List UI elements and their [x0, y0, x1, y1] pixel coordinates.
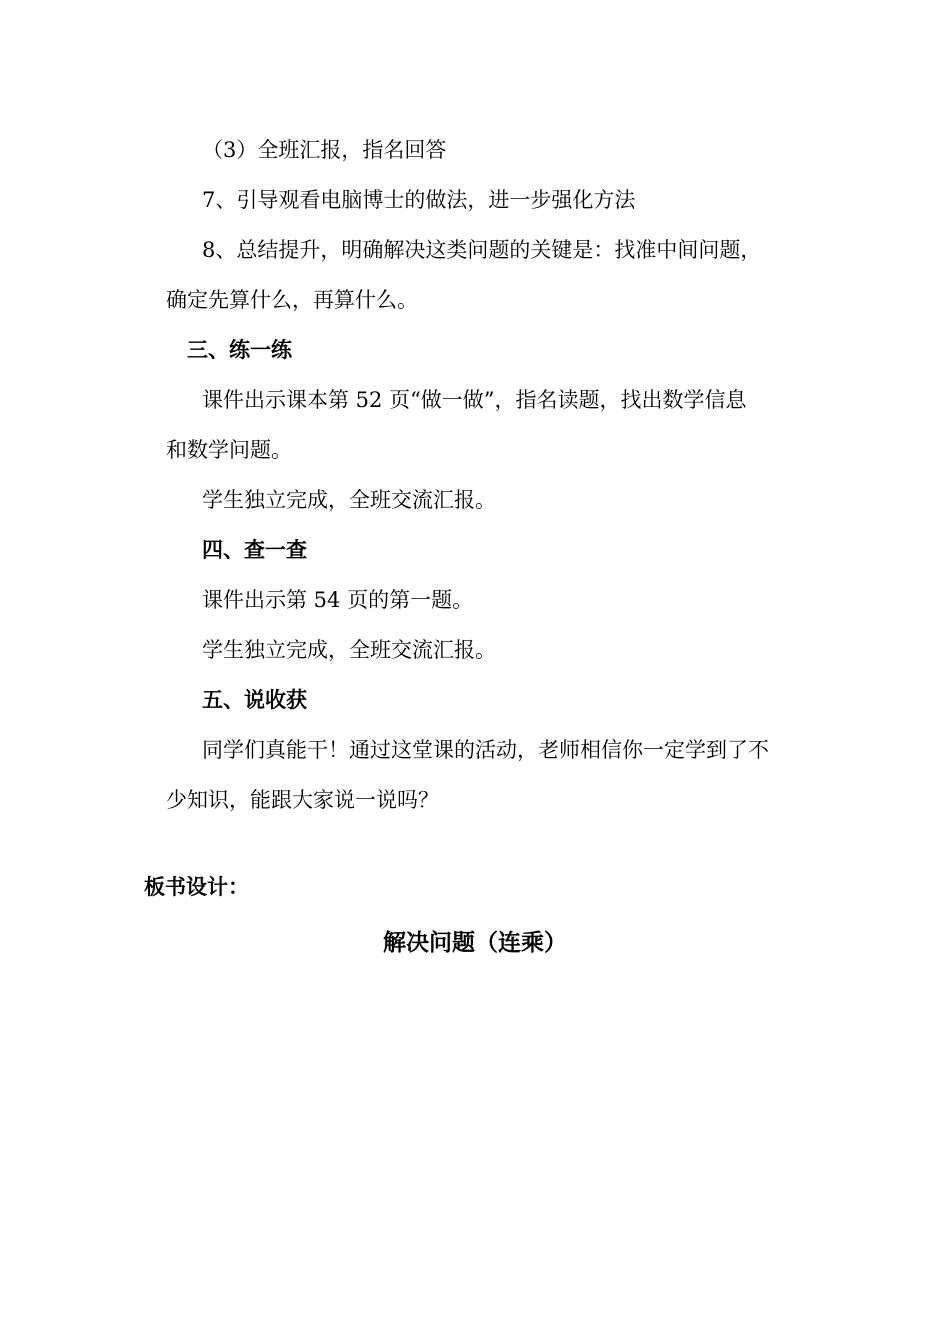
practice-report: 学生独立完成，全班交流汇报。 [202, 488, 496, 512]
step-8-summary: 8、总结提升，明确解决这类问题的关键是：找准中间问题， [202, 238, 762, 262]
board-title: 解决问题（连乘） [383, 930, 567, 956]
board-design-label: 板书设计： [144, 875, 249, 899]
section-heading-practice: 三、练一练 [187, 338, 292, 362]
gains-text-cont: 少知识，能跟大家说一说吗？ [166, 788, 439, 812]
check-report: 学生独立完成，全班交流汇报。 [202, 638, 496, 662]
practice-text: 课件出示课本第 52 页“做一做”，指名读题，找出数学信息 [202, 388, 747, 412]
section-heading-check: 四、查一查 [202, 538, 307, 562]
practice-text-cont: 和数学问题。 [166, 438, 292, 462]
step-3-report: （3）全班汇报，指名回答 [202, 138, 447, 162]
gains-text: 同学们真能干！通过这堂课的活动，老师相信你一定学到了不 [202, 738, 769, 762]
step-7-guide: 7、引导观看电脑博士的做法，进一步强化方法 [202, 188, 636, 212]
step-8-summary-cont: 确定先算什么，再算什么。 [166, 288, 418, 312]
check-text: 课件出示第 54 页的第一题。 [202, 588, 474, 612]
section-heading-gains: 五、说收获 [202, 688, 307, 712]
